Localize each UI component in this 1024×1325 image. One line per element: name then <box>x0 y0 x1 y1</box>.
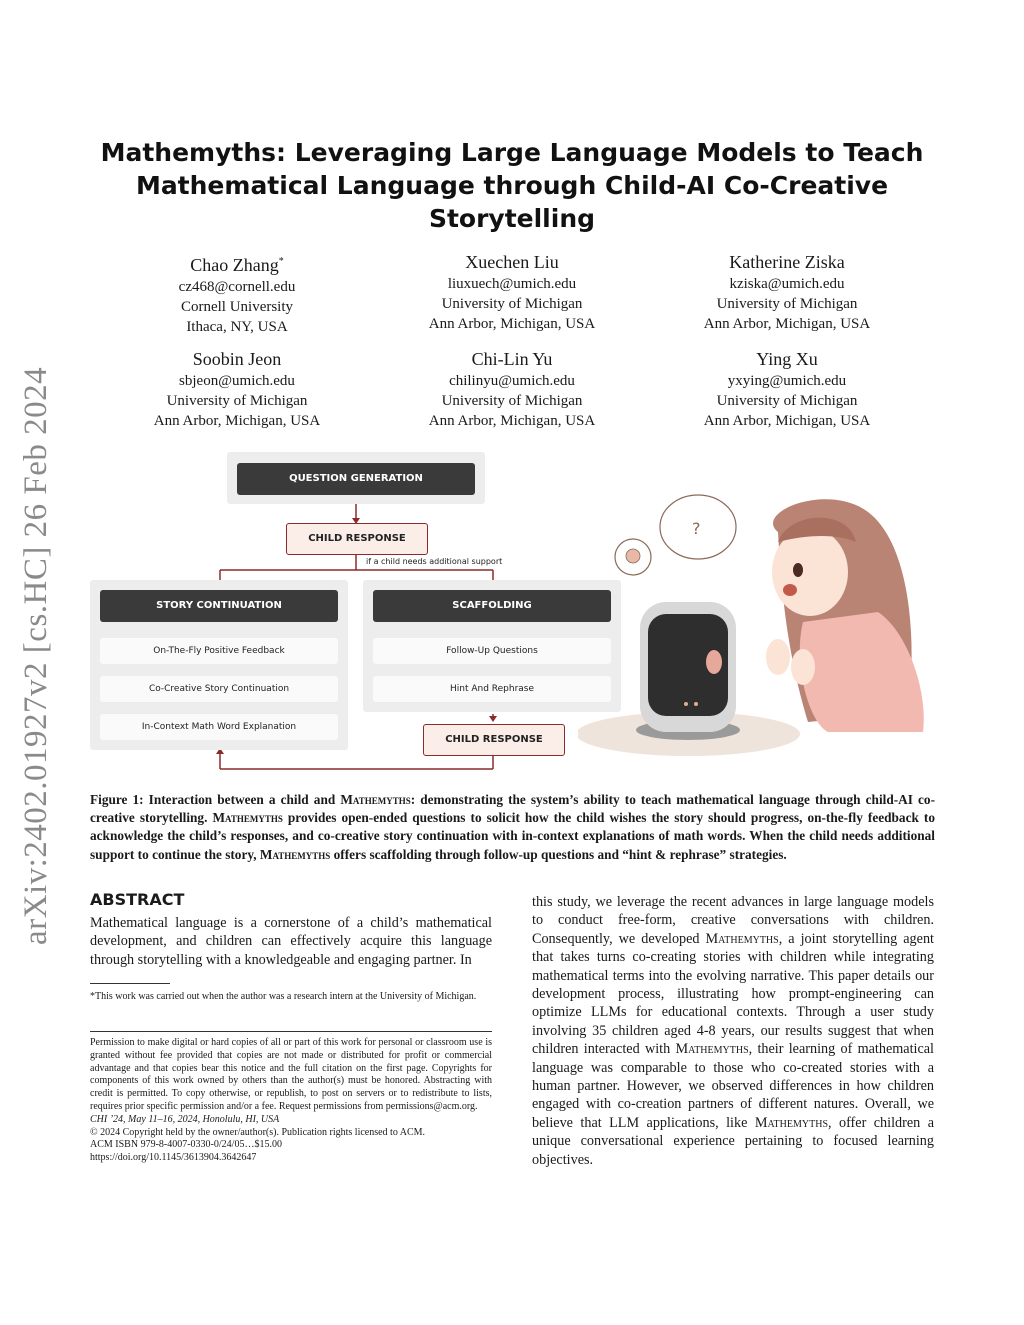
author-affiliation: Cornell University <box>180 299 294 315</box>
smart-speaker-icon <box>636 602 740 740</box>
story-item: Co-Creative Story Continuation <box>100 676 338 702</box>
child-response-bottom: CHILD RESPONSE <box>423 724 565 756</box>
author-name: Soobin Jeon <box>192 349 282 369</box>
author-affiliation: University of Michigan <box>441 393 583 409</box>
caption-text: Figure 1: Interaction between a child and <box>90 792 341 807</box>
footnote-rule <box>90 983 170 984</box>
author-name: Xuechen Liu <box>465 252 559 272</box>
abstract-right-column <box>532 893 934 1169</box>
system-name: Mathemyths <box>340 792 411 807</box>
author-block <box>117 250 357 337</box>
author-block <box>117 347 357 431</box>
author-email[interactable]: chilinyu@umich.edu <box>449 373 575 389</box>
author-block <box>392 347 632 431</box>
author-block <box>667 250 907 334</box>
arxiv-identifier: arXiv:2402.01927v2 [cs.HC] 26 Feb 2024 <box>18 366 54 945</box>
support-note: if a child needs additional support <box>366 557 503 566</box>
isbn-line: ACM ISBN 979-8-4007-0330-0/24/05…$15.00 <box>90 1139 282 1151</box>
child-response-top: CHILD RESPONSE <box>286 523 428 555</box>
abstract-text: , a joint storytelling agent that takes turns co-creating stories with children while integrating mathematical terms into the evolving narrative. This paper details our development process, illustrating how prompt-engineering can optimize LLMs for educational contexts. Through a user study involving 35 children aged 4-8 years, our results suggest that when children interacted with <box>532 930 934 1058</box>
author-email[interactable]: kziska@umich.edu <box>729 276 845 292</box>
scaffold-item: Hint And Rephrase <box>373 676 611 702</box>
system-name: Mathemyths <box>705 930 779 947</box>
author-location: Ann Arbor, Michigan, USA <box>703 316 871 332</box>
speaker-bubble-icon <box>615 539 651 575</box>
caption-text: : demonstrating the system’s ability to teach mathematical language through child-AI co-creative storytelling. <box>90 792 935 826</box>
permission-rule <box>90 1031 492 1032</box>
system-name: Mathemyths <box>675 1041 749 1058</box>
permission-text: Permission to make digital or hard copies of all or part of this work for personal or classroom use is granted without fee provided that copies are not made or distributed for profit or commercial advantage and that copies bear this notice and the full citation on the first page. Copyrights for components of this work owned by others than the author(s) must be honored. Abstracting with credit is permitted. To copy otherwise, or republish, to post on servers or to redistribute to lists, requires prior specific permission and/or a fee. Request permissions from permissions@acm.org. <box>90 1037 492 1112</box>
author-location: Ann Arbor, Michigan, USA <box>428 316 596 332</box>
author-footnote: *This work was carried out when the author was a research intern at the University of Michigan. <box>90 991 477 1002</box>
author-name: Chao Zhang <box>190 255 279 275</box>
question-mark: ? <box>692 519 701 538</box>
scaffold-item: Follow-Up Questions <box>373 638 611 664</box>
abstract-text: , their learning of mathematical language was comparable to those who co-created stories with a human partner. However, we observed differences in how children engaged with co-creation partners of different natures. Overall, we believe that LLM applications, like <box>532 1041 935 1131</box>
author-block <box>392 250 632 334</box>
story-item: In-Context Math Word Explanation <box>100 714 338 740</box>
system-name: Mathemyths <box>212 810 283 826</box>
abstract-left-column: Mathematical language is a cornerstone of a child’s mathematical development, and children can effectively acquire this language through storytelling with a knowledgeable and engaging partner. In <box>90 915 492 968</box>
doi-link[interactable]: https://doi.org/10.1145/3613904.3642647 <box>90 1152 257 1164</box>
system-name: Mathemyths <box>754 1114 828 1131</box>
scaffolding-label: SCAFFOLDING <box>373 590 611 622</box>
author-affiliation: University of Michigan <box>716 296 858 312</box>
child-figure-icon <box>766 499 924 732</box>
author-email[interactable]: cz468@cornell.edu <box>178 279 296 295</box>
question-bubble-icon <box>660 495 736 559</box>
abstract-heading: ABSTRACT <box>90 890 185 909</box>
figure-1 <box>88 452 936 777</box>
child-speaker-illustration <box>578 472 938 762</box>
author-affiliation: University of Michigan <box>441 296 583 312</box>
copyright-line: © 2024 Copyright held by the owner/author(s). Publication rights licensed to ACM. <box>90 1126 426 1138</box>
author-location: Ann Arbor, Michigan, USA <box>703 413 871 429</box>
author-block <box>667 347 907 431</box>
story-item: On-The-Fly Positive Feedback <box>100 638 338 664</box>
system-name: Mathemyths <box>259 846 331 862</box>
author-email[interactable]: sbjeon@umich.edu <box>179 373 295 389</box>
paper-title: Mathemyths: Leveraging Large Language Models to Teach Mathematical Language through Child-AI Co-Creative Storytelling <box>100 138 924 233</box>
permission-block <box>90 1037 492 1165</box>
author-location: Ithaca, NY, USA <box>186 319 288 335</box>
question-generation-label: QUESTION GENERATION <box>237 463 475 495</box>
abstract-text: , offer children a unique conversational experience pertaining to focused learning objectives. <box>532 1114 934 1168</box>
author-name: Ying Xu <box>756 349 818 369</box>
abstract-text: this study, we leverage the recent advances in large language models to conduct free-form, creative conversations with children. Consequently, we developed <box>532 894 934 947</box>
author-affiliation: University of Michigan <box>716 393 858 409</box>
author-name: Chi-Lin Yu <box>471 349 553 369</box>
author-name: Katherine Ziska <box>729 252 845 272</box>
author-location: Ann Arbor, Michigan, USA <box>428 413 596 429</box>
author-affiliation: University of Michigan <box>166 393 308 409</box>
caption-text: offers scaffolding through follow-up questions and “hint & rephrase” strategies. <box>330 846 787 862</box>
author-footnote-mark: * <box>278 256 284 267</box>
author-email[interactable]: liuxuech@umich.edu <box>447 276 577 292</box>
author-email[interactable]: yxying@umich.edu <box>727 373 847 389</box>
conference-info: CHI ’24, May 11–16, 2024, Honolulu, HI, USA <box>90 1113 280 1125</box>
story-continuation-label: STORY CONTINUATION <box>100 590 338 622</box>
figure-caption <box>90 791 935 864</box>
caption-text: provides open-ended questions to solicit how the child wishes the story should progress, on-the-fly feedback to acknowledge the child’s responses, and co-creative story continuation with in-context explanations of math words. When the child needs additional support to continue the story, <box>90 810 935 862</box>
author-location: Ann Arbor, Michigan, USA <box>153 413 321 429</box>
